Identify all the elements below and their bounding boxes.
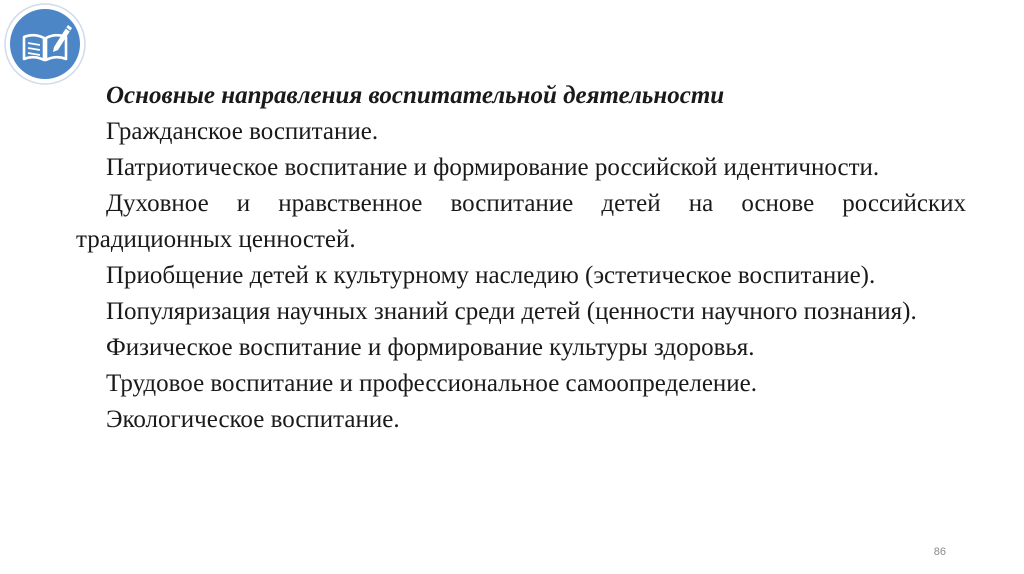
slide-content [76, 78, 966, 438]
list-item: Приобщение детей к культурному наследию (эстетическое воспитание). [106, 262, 876, 289]
list-item: Физическое воспитание и формирование культуры здоровья. [106, 334, 755, 361]
list-item: Популяризация научных знаний среди детей (ценности научного познания). [106, 298, 917, 325]
list-item: Гражданское воспитание. [106, 118, 379, 145]
list-item: Патриотическое воспитание и формирование российской идентичности. [106, 154, 880, 181]
list-item: Духовное и нравственное воспитание детей на основе российских традиционных ценностей. [76, 190, 966, 253]
page-number: 86 [933, 546, 946, 558]
list-item: Экологическое воспитание. [106, 406, 400, 433]
list-item: Трудовое воспитание и профессиональное самоопределение. [106, 370, 758, 397]
slide-heading: Основные направления воспитательной деятельности [106, 82, 725, 109]
open-book-with-pen-icon [4, 3, 86, 85]
logo [4, 3, 86, 85]
